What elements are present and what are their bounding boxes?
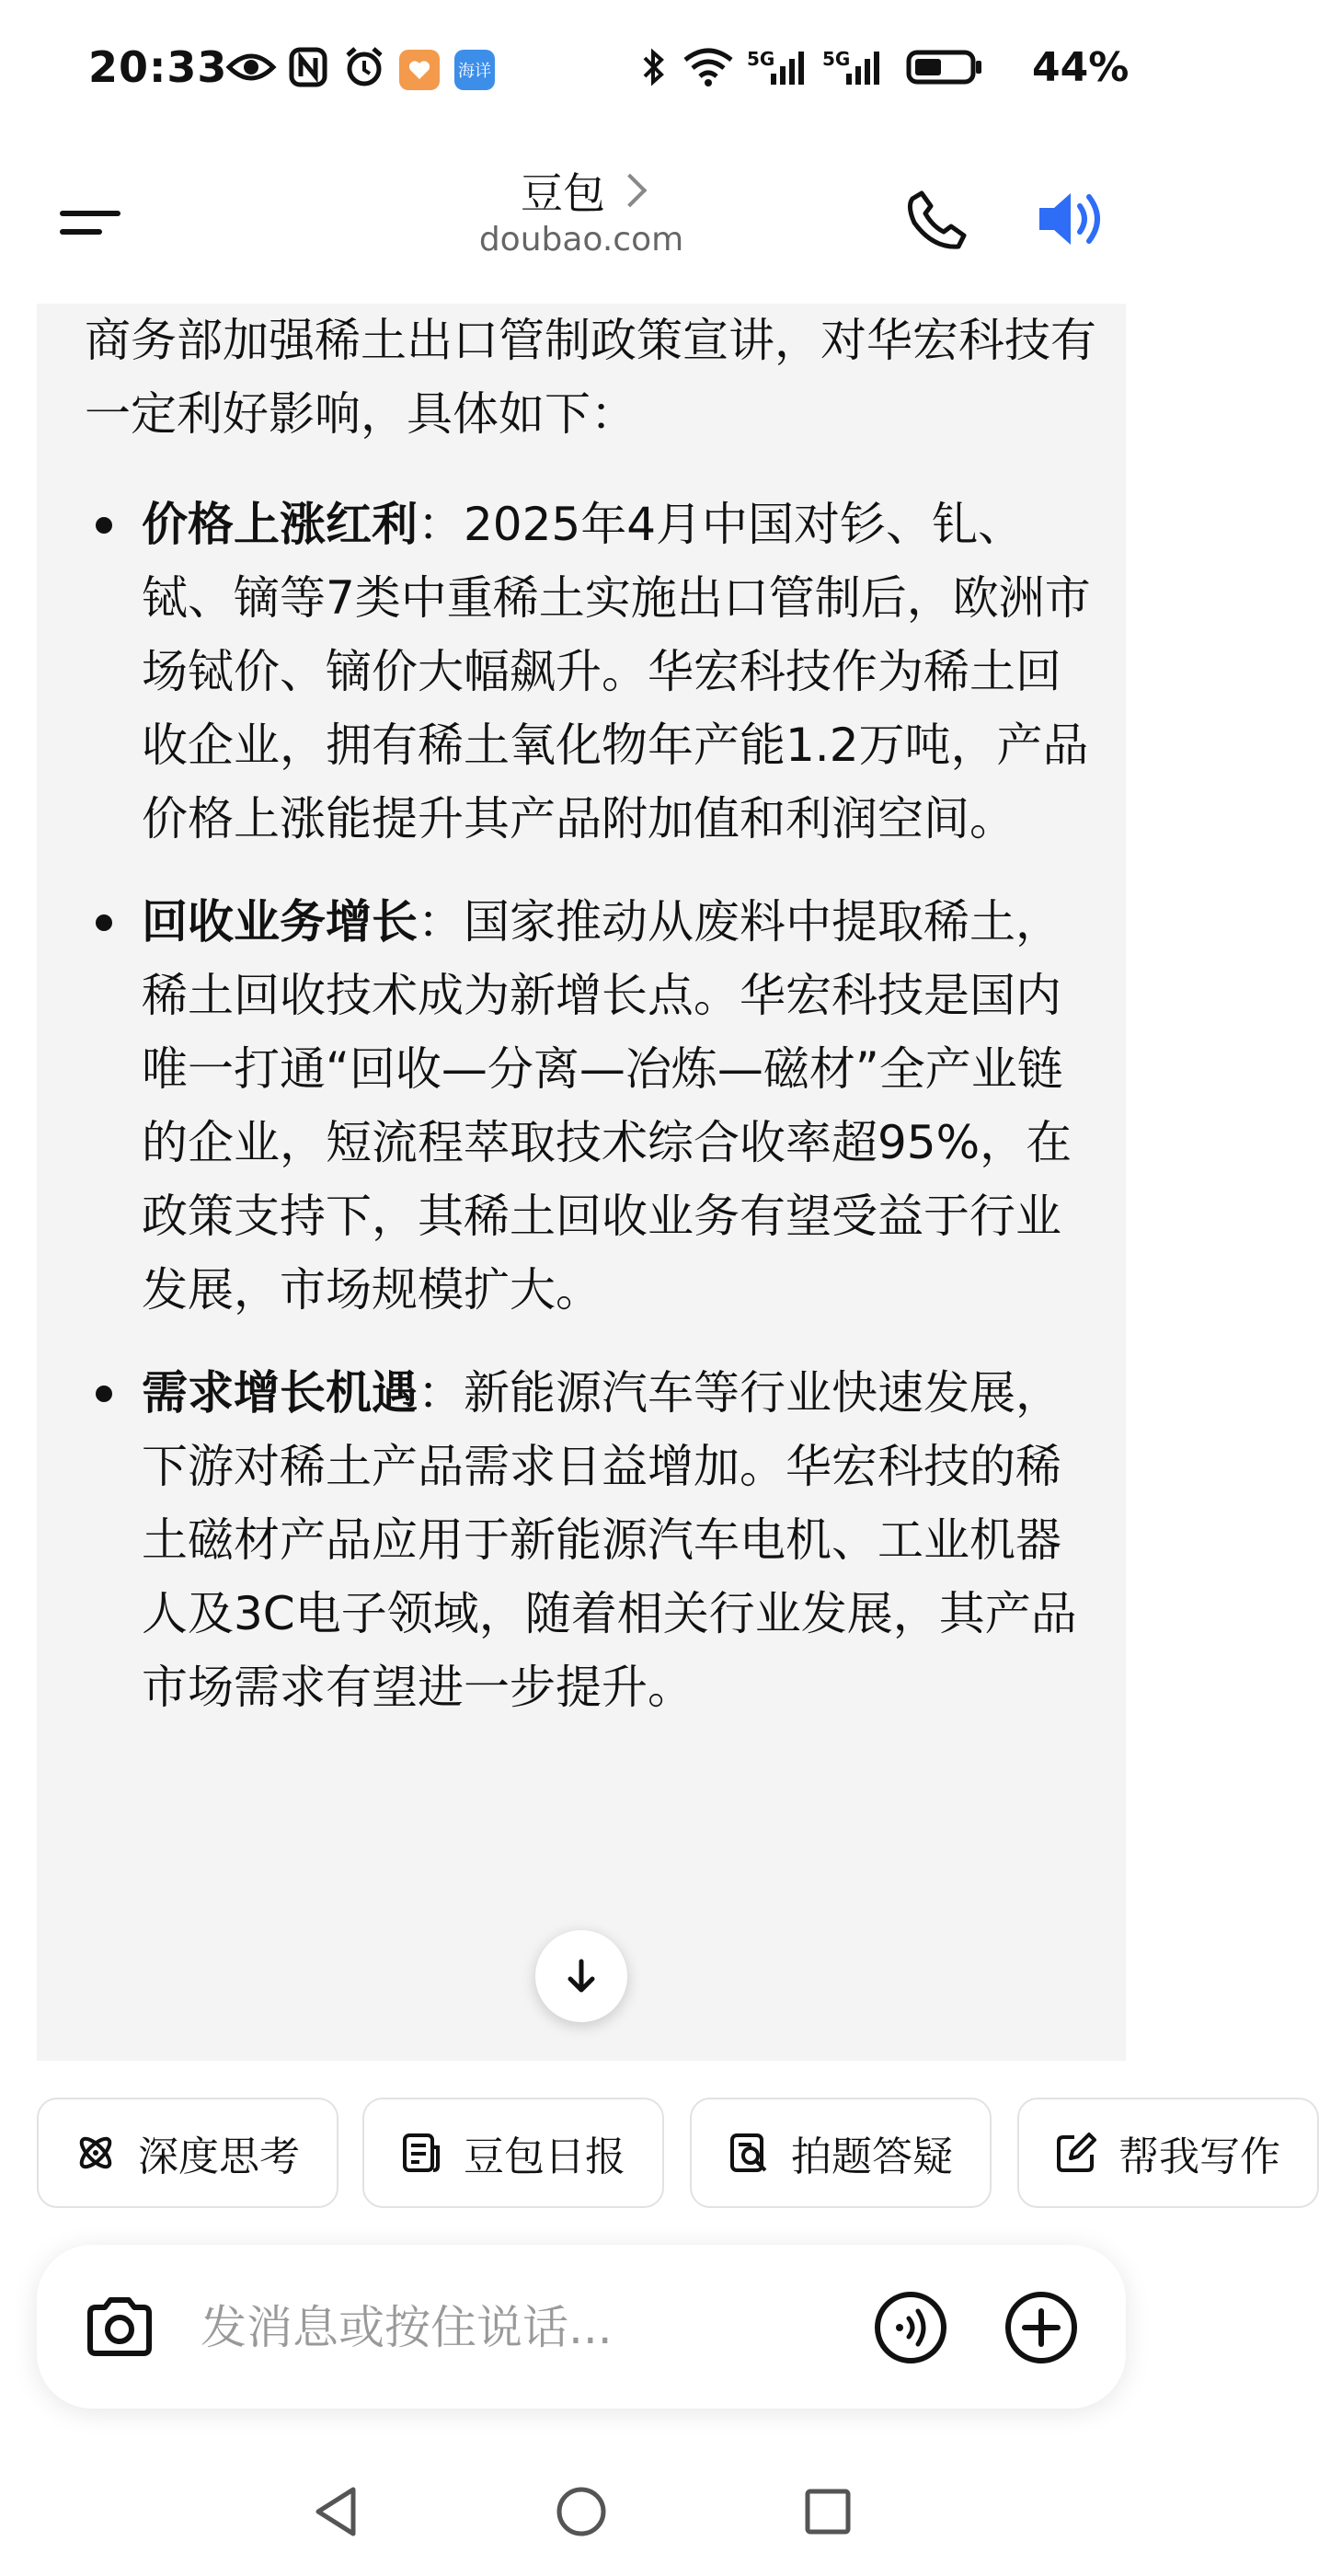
bullet-title: 价格上涨红利 xyxy=(142,498,418,551)
home-icon[interactable] xyxy=(554,2484,609,2539)
chip-label: 拍题答疑 xyxy=(791,2133,953,2180)
bullet-text: ：国家推动从废料中提取稀土，稀土回收技术成为新增长点。华宏科技是国内唯一打通“回收—分离—冶炼—磁材”全产业链的企业，短流程萃取技术综合收率超95%，在政策支持下，其稀土回收业务有望受益于行业发展，市场规模扩大。 xyxy=(142,895,1072,1317)
camera-icon[interactable] xyxy=(81,2289,158,2366)
system-nav-bar xyxy=(0,2447,1163,2576)
bullet-text: ：2025年4月中国对钐、钆、铽、镝等7类中重稀土实施出口管制后，欧洲市场铽价、镝价大幅飙升。华宏科技作为稀土回收企业，拥有稀土氧化物年产能1.2万吨，产品价格上涨能提升其产品附加值和利润空间。 xyxy=(142,498,1091,845)
chip-photo-question[interactable] xyxy=(690,2098,992,2208)
message-input[interactable] xyxy=(201,2289,716,2366)
scroll-to-bottom-button[interactable] xyxy=(535,1930,627,2022)
chip-label: 深度思考 xyxy=(138,2133,300,2180)
signal-label: 5G xyxy=(822,48,851,70)
status-time: 20:33 xyxy=(88,42,228,92)
bullet-dot xyxy=(96,517,112,534)
atom-icon xyxy=(74,2131,118,2175)
document-icon xyxy=(399,2131,443,2175)
chip-label: 豆包日报 xyxy=(464,2133,625,2180)
list-item xyxy=(85,488,1096,856)
message-text xyxy=(85,304,1096,1724)
battery-icon xyxy=(905,46,984,88)
chip-deep-thinking[interactable] xyxy=(37,2098,338,2208)
arrow-down-icon xyxy=(561,1956,602,1996)
header-title-link[interactable] xyxy=(0,160,1163,221)
chip-label: 帮我写作 xyxy=(1118,2133,1280,2180)
nfc-icon xyxy=(287,46,329,88)
chip-writing[interactable] xyxy=(1017,2098,1319,2208)
edit-icon xyxy=(1054,2131,1098,2175)
battery-percent: 44% xyxy=(1032,44,1130,91)
bullet-dot xyxy=(96,1386,112,1402)
back-icon[interactable] xyxy=(309,2484,364,2539)
bullet-dot xyxy=(96,914,112,931)
scan-question-icon xyxy=(727,2131,771,2175)
bullet-title: 回收业务增长 xyxy=(142,895,418,949)
plus-icon[interactable] xyxy=(1003,2289,1080,2366)
voice-input-icon[interactable] xyxy=(872,2289,949,2366)
page-title: 豆包 xyxy=(521,168,605,218)
status-bar xyxy=(0,0,1163,147)
recents-icon[interactable] xyxy=(800,2484,855,2539)
message-bubble xyxy=(37,304,1126,2061)
signal-icon xyxy=(822,46,885,88)
header-subtitle: doubao.com xyxy=(478,221,684,259)
phone-icon[interactable] xyxy=(905,188,969,252)
message-bullet-list xyxy=(85,488,1096,1724)
speaker-icon[interactable] xyxy=(1032,180,1109,258)
chip-daily-report[interactable] xyxy=(362,2098,664,2208)
app-badge-icon: 海详 xyxy=(454,50,495,90)
message-input-bar xyxy=(37,2245,1126,2409)
message-intro: 商务部加强稀土出口管制政策宣讲，对华宏科技有一定利好影响，具体如下： xyxy=(85,314,1096,441)
wifi-icon xyxy=(681,46,736,88)
bullet-text: ：新能源汽车等行业快速发展，下游对稀土产品需求日益增加。华宏科技的稀土磁材产品应用于新能源汽车电机、工业机器人及3C电子领域，随着相关行业发展，其产品市场需求有望进一步提升。 xyxy=(142,1366,1077,1714)
eye-icon xyxy=(224,46,278,88)
chevron-right-icon xyxy=(614,174,648,208)
bluetooth-icon xyxy=(638,46,670,88)
signal-icon xyxy=(747,46,809,88)
list-item xyxy=(85,885,1096,1327)
heart-app-icon xyxy=(399,50,440,90)
signal-label: 5G xyxy=(747,48,775,70)
bullet-title: 需求增长机遇 xyxy=(142,1366,418,1420)
quick-action-chips xyxy=(0,2098,1280,2212)
list-item xyxy=(85,1356,1096,1724)
alarm-icon xyxy=(342,46,386,88)
app-header xyxy=(0,147,1163,304)
